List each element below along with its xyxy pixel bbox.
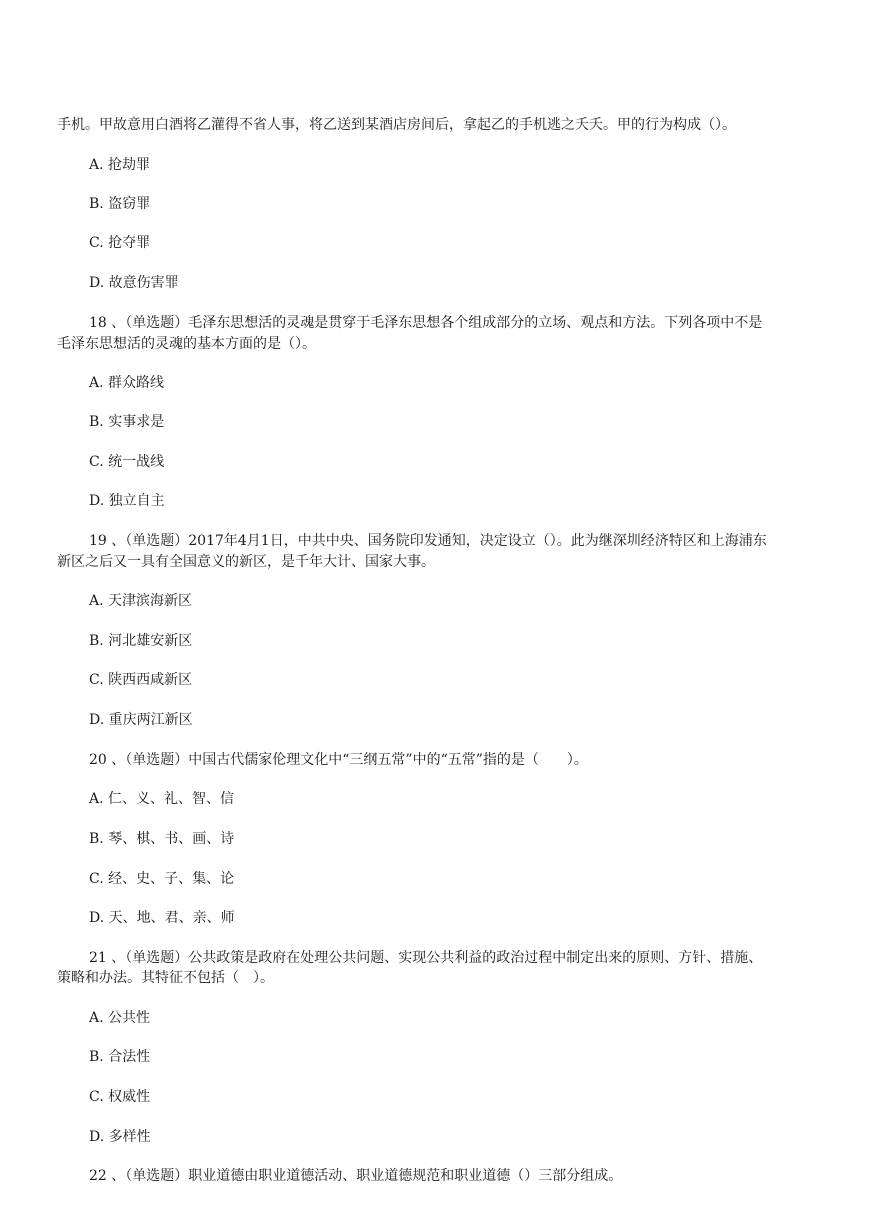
question-17-option-b: B. 盗窃罪 xyxy=(89,196,151,212)
question-19-option-d: D. 重庆两江新区 xyxy=(89,712,193,728)
question-20-option-b: B. 琴、棋、书、画、诗 xyxy=(89,831,235,847)
question-18-option-a: A. 群众路线 xyxy=(89,375,165,391)
question-21-stem-line1: 21 、（单选题）公共政策是政府在处理公共问题、实现公共利益的政治过程中制定出来的原则、方针、措施、 xyxy=(89,950,763,966)
question-21-option-d: D. 多样性 xyxy=(89,1129,151,1145)
question-18-stem-line1: 18 、（单选题）毛泽东思想活的灵魂是贯穿于毛泽东思想各个组成部分的立场、观点和方法。下列各项中不是 xyxy=(89,315,763,331)
question-18-option-d: D. 独立自主 xyxy=(89,493,165,509)
question-17-option-d: D. 故意伤害罪 xyxy=(89,275,179,291)
question-19-option-b: B. 河北雄安新区 xyxy=(89,633,193,649)
question-17-stem-continuation: 手机。甲故意用白酒将乙灌得不省人事，将乙送到某酒店房间后，拿起乙的手机逃之夭夭。甲的行为构成（）。 xyxy=(57,117,736,133)
question-20-option-a: A. 仁、义、礼、智、信 xyxy=(89,791,235,807)
question-19-option-a: A. 天津滨海新区 xyxy=(89,593,193,609)
question-20-option-d: D. 天、地、君、亲、师 xyxy=(89,910,235,926)
question-18-stem-line2: 毛泽东思想活的灵魂的基本方面的是（）。 xyxy=(57,336,316,352)
question-18-option-b: B. 实事求是 xyxy=(89,414,165,430)
question-20-stem-line1: 20 、（单选题）中国古代儒家伦理文化中“三纲五常”中的“五常”指的是（ ）。 xyxy=(89,752,588,768)
question-18-option-c: C. 统一战线 xyxy=(89,454,165,470)
question-21-option-b: B. 合法性 xyxy=(89,1049,151,1065)
question-21-option-c: C. 权威性 xyxy=(89,1089,151,1105)
question-19-stem-line2: 新区之后又一具有全国意义的新区，是千年大计、国家大事。 xyxy=(57,554,435,570)
question-19-stem-line1: 19 、（单选题）2017年4月1日，中共中央、国务院印发通知，决定设立（）。此为继深圳经济特区和上海浦东 xyxy=(89,533,767,549)
question-21-stem-line2: 策略和办法。其特征不包括（ ）。 xyxy=(57,970,274,986)
question-20-option-c: C. 经、史、子、集、论 xyxy=(89,871,235,887)
question-21-option-a: A. 公共性 xyxy=(89,1010,151,1026)
question-19-option-c: C. 陕西西咸新区 xyxy=(89,672,193,688)
question-17-option-a: A. 抢劫罪 xyxy=(89,157,151,173)
question-17-option-c: C. 抢夺罪 xyxy=(89,235,151,251)
question-22-stem-line1: 22 、（单选题）职业道德由职业道德活动、职业道德规范和职业道德（）三部分组成。 xyxy=(89,1168,623,1184)
